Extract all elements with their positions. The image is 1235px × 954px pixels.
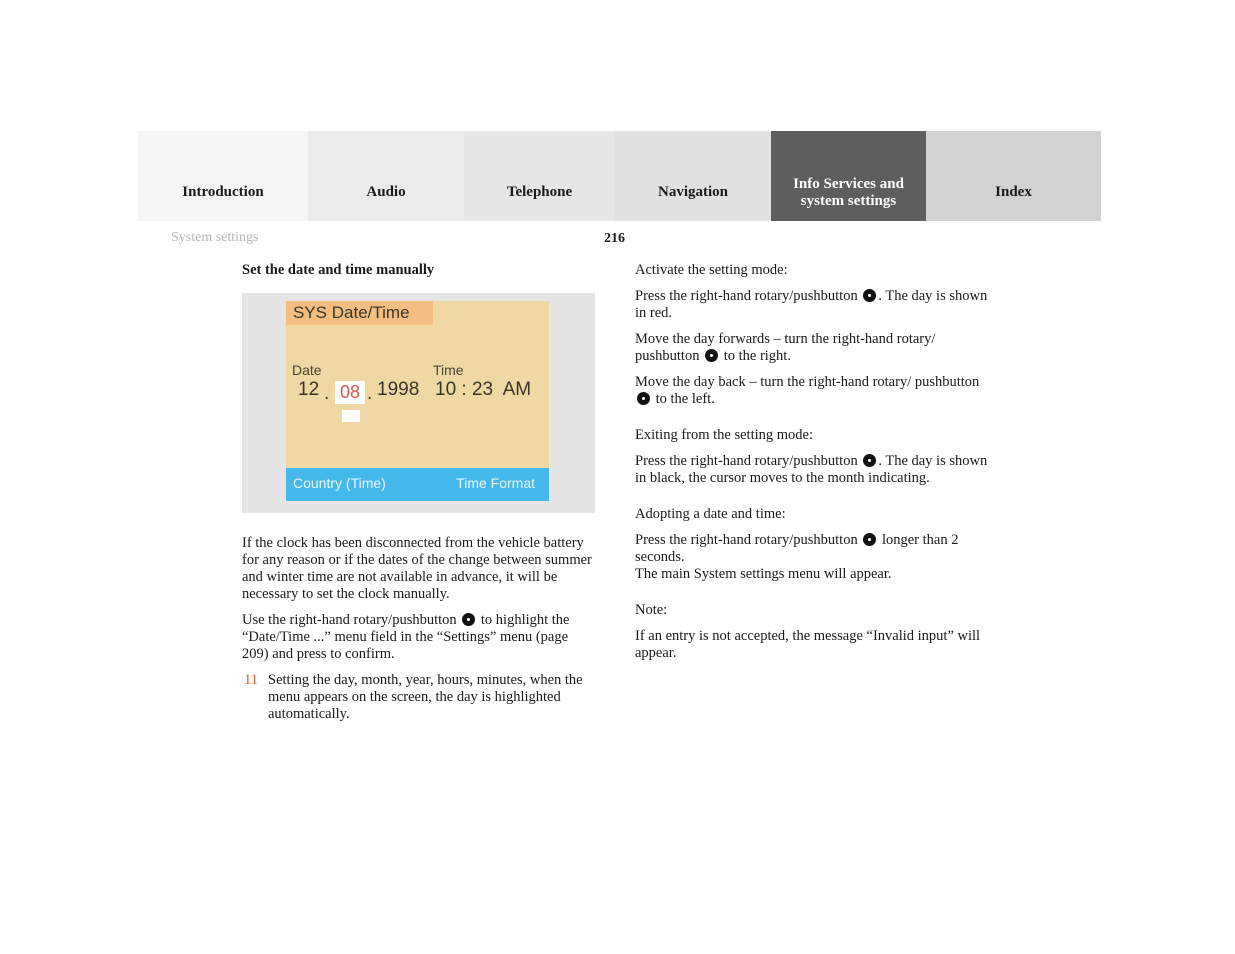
step-item	[242, 672, 597, 723]
rotary-pushbutton-icon	[637, 392, 650, 405]
back-paragraph	[635, 374, 995, 408]
tab-label: Telephone	[506, 184, 573, 200]
tab-navigation[interactable]	[615, 131, 771, 221]
rotary-pushbutton-icon	[863, 454, 876, 467]
text: Press the right-hand rotary/pushbutton	[635, 288, 858, 304]
screen-title: SYS Date/Time	[286, 301, 433, 325]
text: Use the right-hand rotary/pushbutton	[242, 612, 457, 628]
rotary-pushbutton-icon	[462, 613, 475, 626]
time-label: Time	[433, 362, 464, 378]
date-separator: .	[324, 383, 330, 404]
text: . The day is shown in black, the cursor moves to the month indicating.	[635, 453, 988, 486]
section-label: System settings	[171, 230, 259, 245]
date-separator: .	[367, 383, 373, 404]
exit-heading: Exiting from the setting mode:	[635, 427, 814, 443]
tab-label: Navigation	[657, 184, 728, 200]
step-text: Setting the day, month, year, hours, minutes, when the menu appears on the screen, the day is highlighted automatically.	[268, 672, 583, 722]
text: . The day is shown in red.	[635, 288, 988, 321]
forward-paragraph	[635, 331, 995, 365]
left-column	[242, 262, 597, 723]
text: Move the day back – turn the right-hand rotary/ pushbutton	[635, 374, 980, 390]
date-time-screen	[286, 301, 549, 501]
date-label: Date	[292, 362, 322, 378]
tab-label: Introduction	[182, 184, 264, 200]
text: Move the day forwards – turn the right-hand rotary/ pushbutton	[635, 331, 936, 364]
rotary-pushbutton-icon	[863, 289, 876, 302]
step-number: 11	[244, 672, 258, 688]
right-column	[635, 262, 995, 671]
chapter-tabs	[138, 131, 1101, 221]
country-time-softkey: Country (Time)	[293, 475, 386, 491]
date-year: 1998	[377, 379, 420, 400]
text: The main System settings menu will appear.	[635, 566, 892, 582]
tab-index[interactable]	[926, 131, 1101, 221]
tab-label: Audio	[366, 184, 406, 200]
text: Press the right-hand rotary/pushbutton	[635, 453, 858, 469]
tab-introduction[interactable]	[138, 131, 308, 221]
date-day: 12	[298, 379, 320, 400]
text: to highlight the “Date/Time ...” menu field in the “Settings” menu (page 209) and press to confirm.	[242, 612, 570, 662]
intro-paragraph: If the clock has been disconnected from the vehicle battery for any reason or if the dates of the change between summer and winter time are not available in advance, it will be necessary to set the clock manually.	[242, 535, 592, 602]
section-heading: Set the date and time manually	[242, 262, 435, 278]
date-month-highlighted: 08	[335, 381, 365, 404]
tab-telephone[interactable]	[464, 131, 615, 221]
activate-heading: Activate the setting mode:	[635, 262, 788, 278]
rotary-pushbutton-icon	[705, 349, 718, 362]
note-heading: Note:	[635, 602, 668, 618]
time-format-softkey: Time Format	[456, 475, 535, 491]
activate-paragraph	[635, 288, 995, 322]
adopt-paragraph	[635, 532, 995, 583]
text: longer than 2 seconds.	[635, 532, 959, 565]
time-value: 10 : 23 AM	[435, 379, 532, 400]
screen-footer	[286, 468, 549, 501]
highlight-paragraph	[242, 612, 597, 663]
rotary-pushbutton-icon	[863, 533, 876, 546]
note-text: If an entry is not accepted, the message “Invalid input” will appear.	[635, 628, 981, 661]
cursor-marker	[342, 410, 360, 422]
text: to the right.	[723, 348, 791, 364]
text: to the left.	[655, 391, 715, 407]
tab-audio[interactable]	[308, 131, 464, 221]
tab-label: Index	[995, 184, 1032, 200]
adopt-heading: Adopting a date and time:	[635, 506, 786, 522]
text: Press the right-hand rotary/pushbutton	[635, 532, 858, 548]
tab-label: Info Services and system settings	[793, 176, 904, 209]
tab-info-services[interactable]	[771, 131, 926, 221]
page-number: 216	[604, 231, 625, 246]
exit-paragraph	[635, 453, 995, 487]
display-illustration	[242, 293, 595, 513]
